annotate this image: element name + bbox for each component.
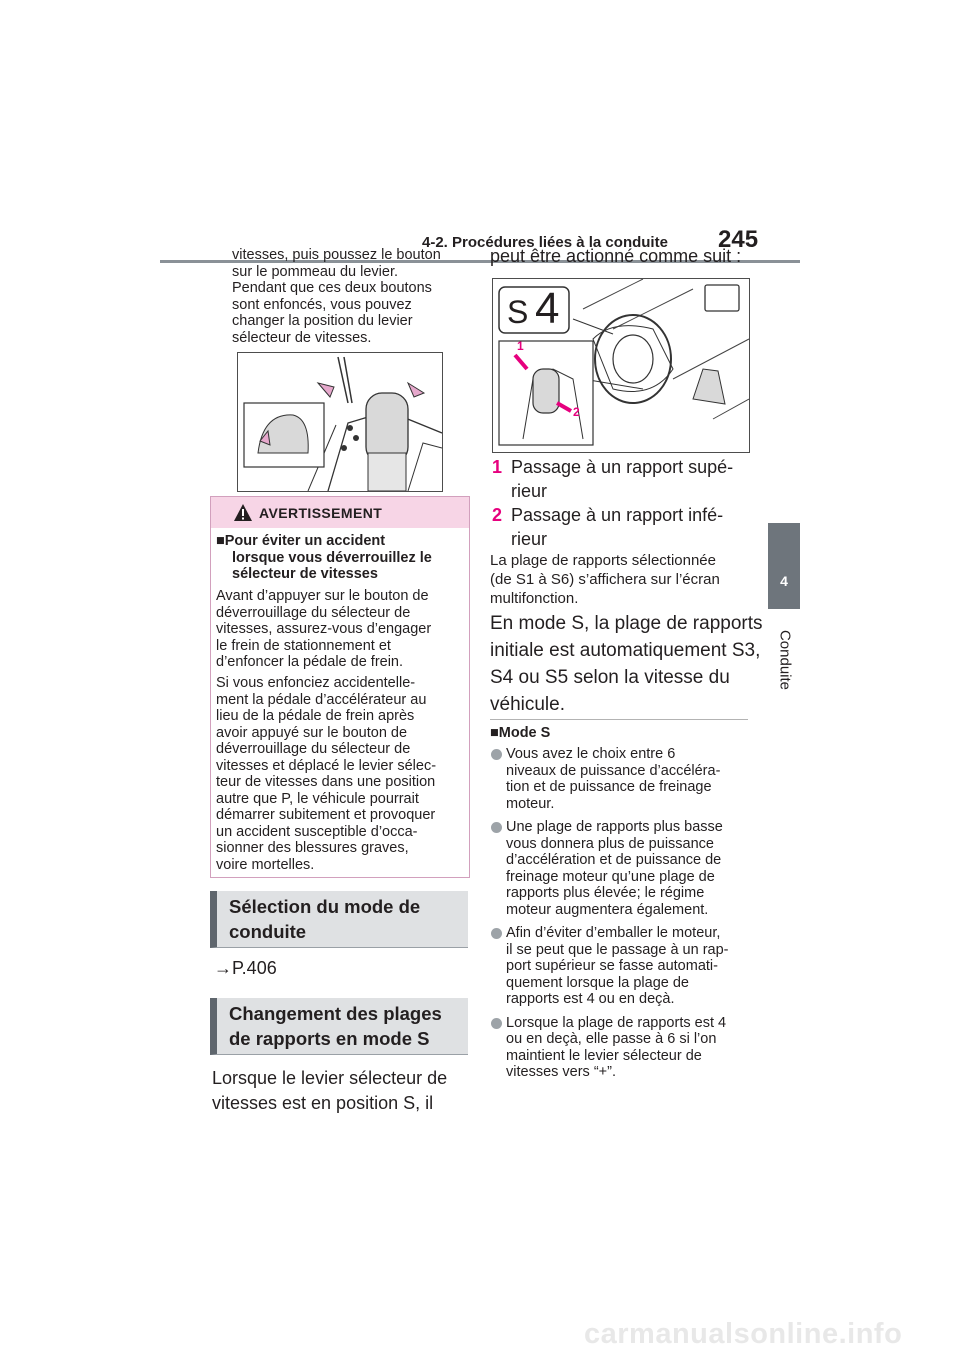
mode-s-heading: ■Mode S — [490, 725, 551, 741]
section-heading-s-mode: Changement des plages de rapports en mode S — [210, 998, 468, 1055]
intro-text: vitesses, puis poussez le bouton sur le pommeau du levier. Pendant que ces deux boutons sont enfoncés, vous pouvez changer la position du levier sélecteur de vitesses. — [232, 247, 441, 346]
warning-header — [211, 497, 469, 528]
chapter-tab — [768, 523, 800, 609]
continued-text: peut être actionné comme suit : — [490, 246, 742, 266]
list-item: 2 Passage à un rapport infé- rieur — [492, 505, 724, 549]
warning-box — [210, 496, 470, 878]
page-number: 245 — [718, 226, 759, 253]
initial-range-paragraph: En mode S, la plage de rapports initiale est automatiquement S3, S4 ou S5 selon la vitesse du véhicule. — [490, 613, 763, 715]
list-item: Vous avez le choix entre 6 niveaux de puissance d’accéléra- tion et de puissance de freinage moteur. — [490, 746, 752, 812]
bullet-list — [490, 746, 752, 1081]
callout-2: 2 — [573, 405, 580, 419]
list-item: Une plage de rapports plus basse vous donnera plus de puissance d’accélération et de puissance de freinage moteur qu’une plage de rapports plus élevée; le régime moteur augmentera également. — [490, 819, 752, 918]
shift-lever-illustration — [237, 352, 443, 492]
warning-paragraph-1: Avant d’appuyer sur le bouton de déverrouillage du sélecteur de vitesses, assurez-vous d’engager le frein de stationnement et d’enfoncer la pédale de frein. — [216, 588, 432, 670]
dashboard-drawing — [493, 279, 749, 452]
bullet-icon — [491, 928, 502, 939]
shift-lever-drawing — [238, 353, 442, 491]
warning-heading: ■Pour éviter un accident lorsque vous déverrouillez le sélecteur de vitesses — [216, 533, 432, 582]
bullet-icon — [491, 822, 502, 833]
s-indicator-label: S — [507, 294, 529, 330]
bullet-icon — [491, 1018, 502, 1029]
watermark: carmanualsonline.info — [584, 1318, 903, 1350]
section-divider — [490, 719, 748, 720]
chapter-number: 4 — [780, 573, 788, 589]
list-item: 1 Passage à un rapport supé- rieur — [492, 457, 734, 501]
warning-paragraph-2: Si vous enfonciez accidentelle- ment la pédale d’accélérateur au lieu de la pédale de frein après avoir appuyé sur le bouton de déverrouillage du sélecteur de vitesses et déplacé le levier sélec- teur de vitesses dans une position autre que P, le véhicule pourrait démarrer subitement et provoquer un accident susceptible d’occa- sionner des blessures graves, voire mortelles. — [216, 675, 437, 873]
callout-1: 1 — [517, 339, 524, 353]
display-note: La plage de rapports sélectionnée (de S1 à S6) s’affichera sur l’écran multifonction. — [490, 552, 720, 607]
chapter-label: Conduite — [776, 629, 794, 691]
running-header: 4-2. Procédures liées à la conduite — [422, 234, 668, 251]
bullet-icon — [491, 749, 502, 760]
list-item: Afin d’éviter d’emballer le moteur, il se peut que le passage à un rap- port supérieur se fasse automati- quement lorsque la plage de rapports est 4 ou en deçà. — [490, 925, 752, 1008]
section-heading-drive-mode: Sélection du mode de conduite — [210, 891, 468, 948]
warning-title: AVERTISSEMENT — [259, 505, 383, 521]
warning-triangle-icon — [233, 503, 253, 522]
s-mode-paragraph: Lorsque le levier sélecteur de vitesses est en position S, il — [212, 1068, 448, 1113]
page-reference-link[interactable]: →P.406 — [214, 958, 277, 978]
s-mode-illustration — [492, 278, 750, 453]
gear-number-label: 4 — [535, 284, 560, 333]
list-item: Lorsque la plage de rapports est 4 ou en deçà, elle passe à 6 si l’on maintient le levier sélecteur de vitesses vers “+”. — [490, 1015, 752, 1081]
